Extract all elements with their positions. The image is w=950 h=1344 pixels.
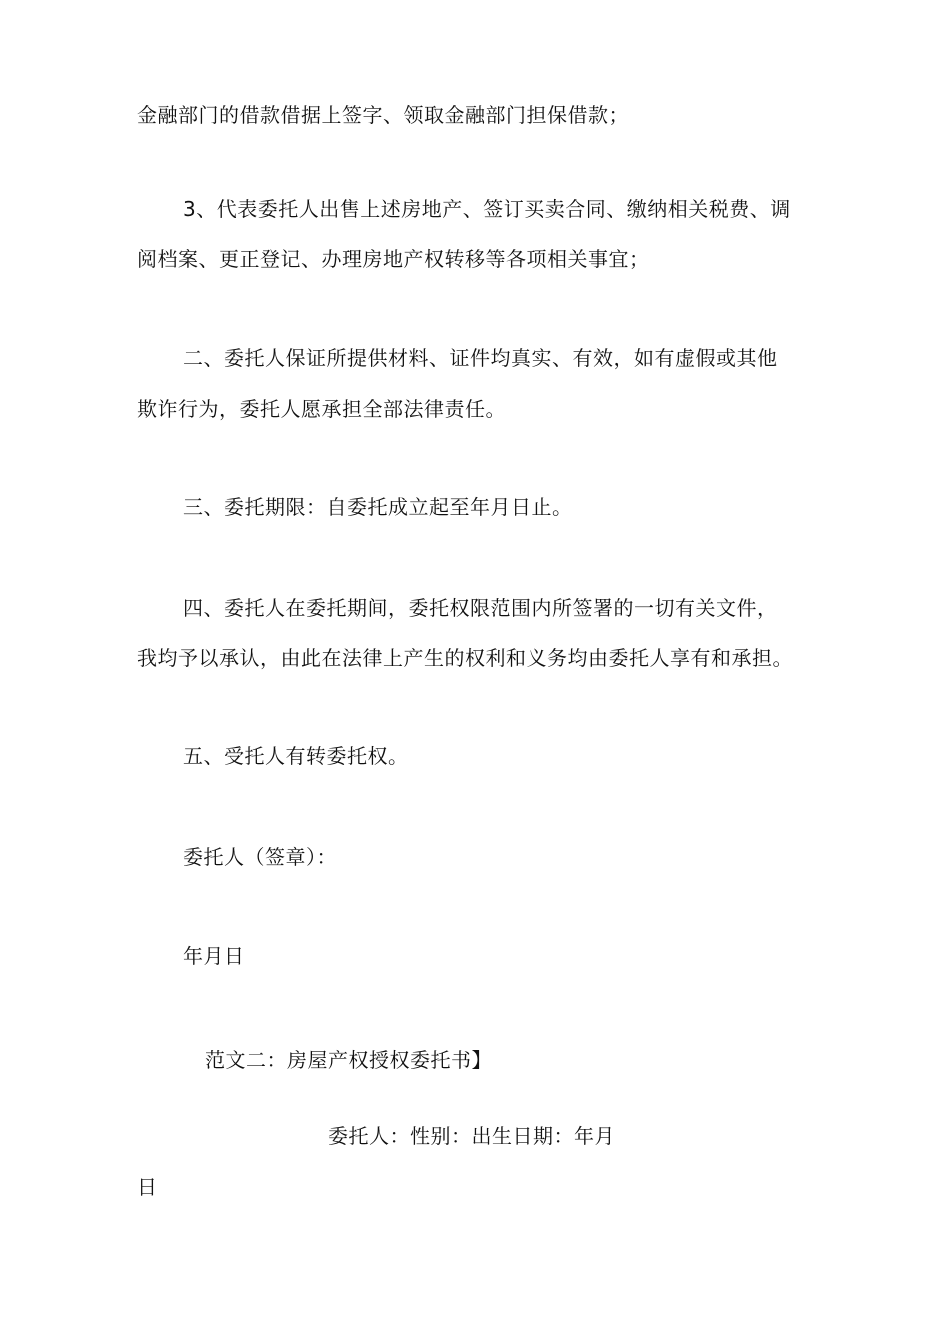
form-line: 日 bbox=[137, 1175, 158, 1199]
form-line: 委托人：性别：出生日期：年月 bbox=[328, 1124, 615, 1148]
paragraph-line: 三、委托期限：自委托成立起至年月日止。 bbox=[183, 495, 573, 519]
paragraph-line: 阅档案、更正登记、办理房地产权转移等各项相关事宜； bbox=[137, 247, 650, 271]
signature-label: 委托人（签章）： bbox=[183, 845, 337, 869]
section-heading: 范文二：房屋产权授权委托书】 bbox=[205, 1048, 492, 1072]
paragraph-line: 欺诈行为，委托人愿承担全部法律责任。 bbox=[137, 397, 506, 421]
paragraph-line: 二、委托人保证所提供材料、证件均真实、有效，如有虚假或其他 bbox=[183, 346, 778, 370]
paragraph-line: 我均予以承认，由此在法律上产生的权利和义务均由委托人享有和承担。 bbox=[137, 646, 793, 670]
paragraph-line: 四、委托人在委托期间，委托权限范围内所签署的一切有关文件， bbox=[183, 596, 778, 620]
paragraph-line: 五、受托人有转委托权。 bbox=[183, 744, 409, 768]
paragraph-line: 3、代表委托人出售上述房地产、签订买卖合同、缴纳相关税费、调 bbox=[183, 197, 791, 221]
date-line: 年月日 bbox=[183, 944, 245, 968]
paragraph-line: 金融部门的借款借据上签字、领取金融部门担保借款； bbox=[137, 103, 629, 127]
